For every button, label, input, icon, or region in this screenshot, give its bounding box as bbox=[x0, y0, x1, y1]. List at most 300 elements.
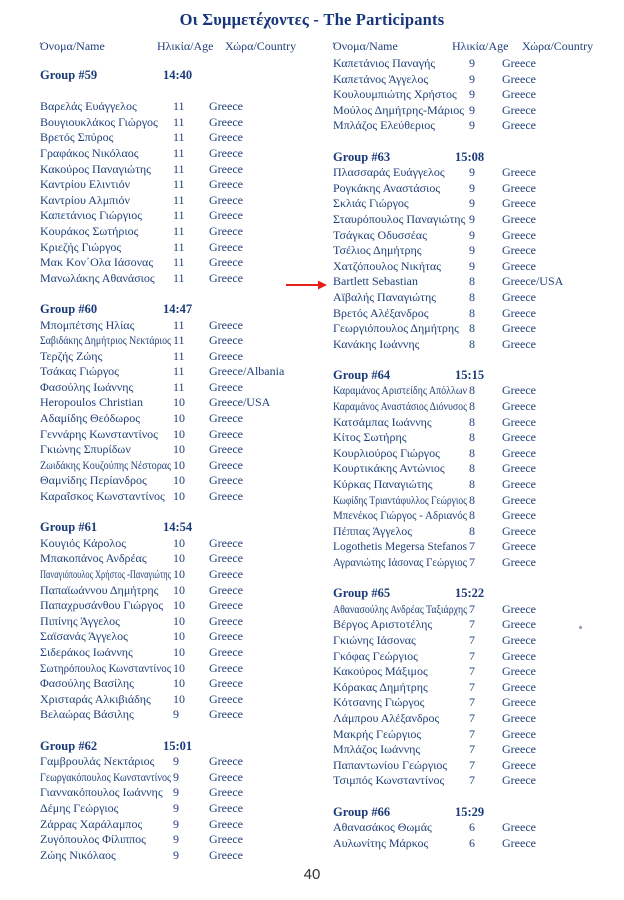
participant-name-text: Καπετάνος Άγγελος bbox=[333, 71, 429, 86]
participant-name bbox=[333, 461, 445, 477]
participant-country: Greece bbox=[209, 442, 243, 457]
participant-name-text: Βρετός Σπύρος bbox=[40, 130, 114, 145]
participant-age: 9 bbox=[469, 56, 475, 70]
group-spacer bbox=[333, 352, 613, 368]
participant-age: 8 bbox=[469, 383, 475, 398]
participant-name bbox=[333, 633, 416, 649]
participant-name-text: Κριεζής Γιώργος bbox=[40, 239, 122, 254]
participant-age: 9 bbox=[469, 118, 475, 133]
participant-name-text: Γραφάκος Νικόλαος bbox=[40, 145, 139, 160]
group-heading bbox=[40, 739, 330, 755]
participant-row bbox=[40, 240, 330, 256]
participant-name-text: Βέργος Αριστοτέλης bbox=[333, 617, 433, 632]
participant-row bbox=[333, 711, 613, 727]
participant-age: 7 bbox=[469, 726, 475, 741]
participant-age: 11 bbox=[173, 145, 185, 160]
participant-country: Greece bbox=[209, 800, 243, 815]
participant-country: Greece bbox=[502, 383, 536, 398]
participant-age: 9 bbox=[469, 227, 475, 242]
participant-country: Greece bbox=[209, 644, 243, 659]
participant-age: 10 bbox=[173, 411, 185, 426]
participant-name-text: Σιδεράκος Ιωάννης bbox=[40, 644, 133, 659]
participant-row bbox=[333, 555, 613, 571]
participant-country: Greece bbox=[209, 411, 243, 426]
participant-age: 7 bbox=[469, 742, 475, 757]
participant-age: 7 bbox=[469, 757, 475, 772]
participant-row bbox=[333, 415, 613, 431]
participant-name-text: Καπετάνιος Παναγής bbox=[333, 56, 436, 70]
participant-age: 7 bbox=[469, 773, 475, 788]
participant-name-text: Φασούλης Βασίλης bbox=[40, 676, 134, 691]
participant-age: 9 bbox=[469, 258, 475, 273]
group-time: 15:22 bbox=[455, 586, 485, 601]
participant-row bbox=[333, 680, 613, 696]
participant-country: Greece bbox=[502, 461, 536, 476]
participant-age: 11 bbox=[173, 379, 185, 394]
participant-name bbox=[40, 364, 119, 380]
participant-age: 7 bbox=[469, 617, 475, 632]
participant-age: 6 bbox=[469, 820, 475, 835]
participant-name bbox=[40, 614, 120, 630]
participant-row bbox=[40, 832, 330, 848]
participant-name bbox=[40, 645, 133, 661]
participant-name bbox=[40, 489, 165, 505]
participant-name-text: Κίτος Σωτήρης bbox=[333, 430, 407, 445]
participant-age: 7 bbox=[469, 539, 475, 554]
participant-name-text: Γκιώνης Ιάσονας bbox=[333, 632, 416, 647]
participant-row bbox=[40, 801, 330, 817]
participant-name-text: Γεωργιόπουλος Δημήτρης bbox=[333, 321, 459, 336]
participant-name bbox=[333, 524, 412, 540]
participant-row bbox=[40, 162, 330, 178]
participant-age: 8 bbox=[469, 321, 475, 336]
participant-name-text: Σαϊσανάς Άγγελος bbox=[40, 629, 128, 644]
participant-name bbox=[333, 165, 445, 181]
participant-age: 10 bbox=[173, 395, 185, 410]
participant-country: Greece bbox=[502, 679, 536, 694]
participant-country: Greece bbox=[209, 379, 243, 394]
participant-country: Greece bbox=[502, 430, 536, 445]
participant-name-text: Πιπίνης Άγγελος bbox=[40, 613, 120, 628]
participant-country: Greece bbox=[502, 118, 536, 133]
participant-name bbox=[40, 536, 126, 552]
scan-speck bbox=[579, 626, 582, 629]
participant-name-text: Χατζόπουλος Νικήτας bbox=[333, 258, 441, 273]
participant-name bbox=[40, 130, 113, 146]
participant-row bbox=[40, 427, 330, 443]
group-time: 14:40 bbox=[163, 68, 193, 82]
participant-country: Greece bbox=[209, 333, 243, 348]
participant-name-text: Αθανασούλης Ανδρέας Ταξιάρχης bbox=[333, 601, 467, 616]
participant-country: Greece bbox=[209, 161, 243, 176]
participant-name-text: Γιαννακόπουλος Ιωάννης bbox=[40, 785, 163, 800]
participant-name bbox=[333, 321, 459, 337]
participant-name-text: Κουγιός Κάρολος bbox=[40, 535, 126, 550]
participant-age: 7 bbox=[469, 555, 475, 569]
participant-country: Greece bbox=[502, 445, 536, 460]
group-label: Group #60 bbox=[40, 301, 98, 316]
participant-name bbox=[40, 801, 118, 817]
participant-age: 10 bbox=[173, 489, 185, 504]
group-heading bbox=[40, 520, 330, 536]
participant-row bbox=[40, 567, 330, 583]
participant-name-text: Αθανασάκος Θωμάς bbox=[333, 820, 432, 835]
participant-row bbox=[333, 87, 613, 103]
participant-row bbox=[40, 442, 330, 458]
group-label: Group #61 bbox=[40, 520, 98, 535]
participant-age: 10 bbox=[173, 644, 185, 659]
participant-name-text: Αϊβαλής Παναγιώτης bbox=[333, 289, 436, 304]
participant-age: 9 bbox=[173, 832, 179, 847]
participant-name bbox=[333, 72, 428, 88]
participant-name-text: Παπαχρυσάνθου Γιώργος bbox=[40, 598, 164, 613]
participant-country: Greece bbox=[502, 664, 536, 679]
participant-name-text: Ζυγόπουλος Φίλιππος bbox=[40, 832, 146, 847]
participant-row bbox=[333, 508, 613, 524]
participant-name-text: Καραμάνος Αριστείδης Απόλλων bbox=[333, 383, 468, 398]
participant-name-text: Καπετάνιος Γιώργιος bbox=[40, 208, 143, 223]
group-spacer bbox=[333, 571, 613, 587]
participant-age: 11 bbox=[173, 161, 185, 176]
participant-name-text: Γαμβρουλάς Νεκτάριος bbox=[40, 754, 155, 769]
participant-age: 9 bbox=[469, 102, 475, 117]
participant-row bbox=[333, 477, 613, 493]
participant-row bbox=[40, 130, 330, 146]
participant-name bbox=[333, 337, 419, 353]
participant-name bbox=[333, 695, 424, 711]
participant-name-text: Καραΐσκος Κωνσταντίνος bbox=[40, 489, 165, 504]
participant-row bbox=[333, 196, 613, 212]
participant-row bbox=[333, 758, 613, 774]
participant-row bbox=[333, 539, 613, 555]
participant-row bbox=[40, 598, 330, 614]
participant-name-text: Τερζής Ζώης bbox=[40, 348, 103, 363]
participant-country: Greece bbox=[209, 348, 243, 363]
participant-name-text: Παναγιόπουλος Χρήστος -Παναγιώτης bbox=[40, 567, 172, 581]
page-number: 40 bbox=[303, 866, 321, 883]
participant-name-text: Μπλάζος Ιωάννης bbox=[333, 742, 421, 757]
participant-name-text: Θαμνίδης Περίανδρος bbox=[40, 473, 147, 488]
participant-age: 8 bbox=[469, 523, 475, 538]
participant-row bbox=[40, 473, 330, 489]
participant-country: Greece bbox=[502, 414, 536, 429]
participant-name-text: Καντρίου Αλμπιόν bbox=[40, 192, 130, 207]
participant-country: Greece bbox=[502, 211, 536, 226]
participant-name bbox=[333, 508, 480, 524]
participant-age: 8 bbox=[469, 336, 475, 351]
participant-country: Greece bbox=[209, 457, 243, 472]
participant-country: Greece bbox=[502, 617, 536, 632]
participant-name bbox=[40, 598, 163, 614]
participant-row bbox=[333, 446, 613, 462]
participant-country: Greece bbox=[209, 582, 243, 597]
participant-name-text: Κουράκος Σωτήριος bbox=[40, 223, 139, 238]
page-title: Οι Συμμετέχοντες - The Participants bbox=[179, 10, 445, 29]
participant-name-text: Ζάρρας Χαράλαμπος bbox=[40, 816, 143, 831]
participant-row bbox=[40, 333, 330, 349]
participant-country: Greece bbox=[209, 239, 243, 254]
participant-row bbox=[40, 785, 330, 801]
participant-name-text: Δέμης Γεώργιος bbox=[40, 800, 119, 815]
participant-name bbox=[40, 832, 146, 848]
participant-age: 8 bbox=[469, 274, 475, 289]
participant-country: Greece bbox=[502, 601, 536, 616]
participant-age: 9 bbox=[469, 211, 475, 226]
participant-name-text: Τσάγκας Οδυσσέας bbox=[333, 227, 427, 242]
participant-name bbox=[333, 118, 435, 134]
participant-age: 9 bbox=[173, 707, 179, 722]
participant-age: 8 bbox=[469, 399, 475, 414]
participant-country: Greece bbox=[502, 632, 536, 647]
participant-row bbox=[40, 754, 330, 770]
participant-country: Greece bbox=[502, 165, 536, 180]
participant-name-text: Κανάκης Ιωάννης bbox=[333, 336, 420, 351]
participant-country: Greece bbox=[209, 613, 243, 628]
participant-name-text: Μανωλάκης Αθανάσιος bbox=[40, 270, 155, 285]
participant-age: 9 bbox=[469, 243, 475, 258]
participant-name-text: Κότσανης Γιώργος bbox=[333, 695, 425, 710]
participant-country: Greece bbox=[209, 847, 243, 862]
participant-age: 10 bbox=[173, 457, 185, 472]
group-blank-line bbox=[40, 84, 330, 100]
participant-name-text: Γκόφας Γεώργιος bbox=[333, 648, 418, 663]
participant-name-text: Μπομπέτσης Ηλίας bbox=[40, 317, 135, 332]
group-heading bbox=[40, 68, 330, 84]
participant-name bbox=[40, 676, 134, 692]
participant-age: 10 bbox=[173, 660, 185, 675]
participant-name bbox=[333, 446, 440, 462]
participant-name-text: Αγρανιώτης Ιάσονας Γεώργιος bbox=[333, 555, 467, 569]
participant-row bbox=[40, 848, 330, 864]
participant-age: 9 bbox=[173, 785, 179, 800]
participant-row bbox=[333, 274, 613, 290]
participant-name-text: Πέππας Άγγελος bbox=[333, 523, 413, 538]
participant-age: 6 bbox=[469, 835, 475, 850]
participant-country: Greece bbox=[502, 710, 536, 725]
participant-age: 11 bbox=[173, 317, 185, 332]
participant-name-text: Γεωργακόπουλος Κωνσταντίνος bbox=[40, 769, 172, 784]
participant-age: 9 bbox=[469, 71, 475, 86]
participant-row bbox=[40, 255, 330, 271]
participant-row bbox=[333, 181, 613, 197]
participant-country: Greece bbox=[209, 489, 243, 504]
participant-name bbox=[40, 318, 134, 334]
participant-name bbox=[333, 555, 481, 571]
group-spacer bbox=[333, 134, 613, 150]
group-time: 15:29 bbox=[455, 804, 485, 819]
participant-row bbox=[333, 321, 613, 337]
participant-country: Greece bbox=[502, 742, 536, 757]
group-label: Group #65 bbox=[333, 586, 391, 601]
participant-name bbox=[40, 349, 102, 365]
header-age: Ηλικία/Age bbox=[452, 39, 509, 53]
participant-name-text: Μπακοπάνος Ανδρέας bbox=[40, 551, 147, 566]
participant-row bbox=[333, 56, 613, 72]
participant-name-text: Σαβιδάκης Δημήτριος Νεκτάριος bbox=[40, 333, 171, 348]
participant-country: Greece bbox=[209, 317, 243, 332]
participant-country: Greece bbox=[209, 114, 243, 129]
participant-name bbox=[333, 243, 422, 259]
participant-name bbox=[40, 380, 133, 396]
participant-name-text: Αυλωνίτης Μάρκος bbox=[333, 835, 429, 850]
participant-name bbox=[333, 836, 428, 852]
participant-row bbox=[40, 614, 330, 630]
participant-name bbox=[333, 711, 439, 727]
participant-age: 9 bbox=[469, 87, 475, 102]
group-heading bbox=[333, 150, 613, 166]
participant-row bbox=[333, 617, 613, 633]
participant-country: Greece bbox=[209, 130, 243, 145]
participant-row bbox=[333, 228, 613, 244]
participant-age: 10 bbox=[173, 426, 185, 441]
participant-country: Greece bbox=[209, 99, 243, 114]
participant-name bbox=[40, 99, 137, 115]
group-label: Group #66 bbox=[333, 804, 391, 819]
participant-name-text: Βρετός Αλέξανδρος bbox=[333, 305, 429, 320]
participant-name-text: Κουλουμπιώτης Χρήστος bbox=[333, 87, 457, 102]
participant-name-text: Μούλος Δημήτρης-Μάριος bbox=[333, 102, 464, 117]
participant-age: 9 bbox=[173, 847, 179, 862]
participant-row bbox=[40, 645, 330, 661]
participant-age: 10 bbox=[173, 582, 185, 597]
participant-country: Greece bbox=[502, 196, 536, 211]
participant-country: Greece bbox=[209, 676, 243, 691]
participant-row bbox=[40, 629, 330, 645]
participant-row bbox=[333, 337, 613, 353]
group-time: 15:01 bbox=[163, 738, 193, 753]
participant-name bbox=[333, 196, 409, 212]
participant-name-text: Κόρακας Δημήτρης bbox=[333, 679, 428, 694]
participant-name-text: Φασούλης Ιωάννης bbox=[40, 379, 134, 394]
participant-name-text: Logothetis Megersa Stefanos bbox=[333, 539, 467, 554]
participant-row bbox=[40, 770, 330, 786]
participant-age: 10 bbox=[173, 629, 185, 644]
participant-row bbox=[333, 664, 613, 680]
participant-name-text: Βελαώρας Βάσιλης bbox=[40, 707, 134, 722]
participant-country: Greece bbox=[502, 336, 536, 351]
participant-name bbox=[333, 727, 421, 743]
participant-age: 10 bbox=[173, 473, 185, 488]
participant-name bbox=[333, 649, 418, 665]
participant-age: 10 bbox=[173, 613, 185, 628]
participant-country: Greece bbox=[502, 87, 536, 102]
participant-country: Greece bbox=[502, 227, 536, 242]
participant-country: Greece bbox=[209, 567, 243, 581]
participant-row bbox=[40, 115, 330, 131]
participant-age: 11 bbox=[173, 348, 185, 363]
participant-name bbox=[333, 820, 432, 836]
participant-age: 11 bbox=[173, 270, 185, 285]
participant-country: Greece bbox=[209, 535, 243, 550]
participant-row bbox=[40, 458, 330, 474]
participant-country: Greece bbox=[502, 180, 536, 195]
participant-row bbox=[333, 103, 613, 119]
participant-row bbox=[333, 633, 613, 649]
participant-name-text: Παπαϊωάννου Δημήτρης bbox=[40, 582, 159, 597]
participant-name bbox=[333, 259, 441, 275]
participant-name-text: Παπαντωνίου Γεώργιος bbox=[333, 757, 448, 772]
participant-name bbox=[40, 785, 163, 801]
participant-row bbox=[40, 551, 330, 567]
participant-name-text: Σταυρόπουλος Παναγιώτης bbox=[333, 211, 466, 226]
participant-name-text: Κουρτικάκης Αντώνιος bbox=[333, 461, 445, 476]
participant-name bbox=[333, 103, 464, 119]
participant-name-text: Γκιώνης Σπυρίδων bbox=[40, 442, 131, 457]
participant-country: Greece bbox=[209, 816, 243, 831]
participant-row bbox=[40, 411, 330, 427]
participant-country: Greece bbox=[502, 726, 536, 741]
participant-country: Greece bbox=[209, 426, 243, 441]
participant-name bbox=[333, 181, 440, 197]
participant-row bbox=[40, 489, 330, 505]
participant-age: 8 bbox=[469, 289, 475, 304]
participant-row bbox=[40, 707, 330, 723]
participant-country: Greece bbox=[502, 56, 536, 70]
participant-name bbox=[333, 430, 406, 446]
header-name: Όνομα/Name bbox=[40, 39, 105, 53]
participant-row bbox=[40, 99, 330, 115]
participant-name bbox=[40, 177, 130, 193]
participant-country: Greece bbox=[502, 305, 536, 320]
participant-country: Greece bbox=[502, 539, 536, 554]
participant-row bbox=[40, 193, 330, 209]
participant-name-text: Κύρκας Παναγιώτης bbox=[333, 477, 433, 492]
participant-name-text: Κατσάμπας Ιωάννης bbox=[333, 414, 432, 429]
participant-age: 7 bbox=[469, 632, 475, 647]
participant-country: Greece bbox=[502, 555, 536, 569]
participant-age: 9 bbox=[173, 816, 179, 831]
participant-country: Greece bbox=[209, 691, 243, 706]
header-country: Χώρα/Country bbox=[225, 39, 297, 53]
group-time: 15:08 bbox=[455, 149, 485, 164]
participant-name-text: Σωτηρόπουλος Κωνσταντίνος bbox=[40, 660, 172, 675]
participant-country: Greece bbox=[209, 660, 243, 675]
participant-name bbox=[333, 87, 457, 103]
participant-name bbox=[333, 773, 444, 789]
participant-name-text: Κωφίδης Τριαντάφυλλος Γεώργιος bbox=[333, 492, 467, 507]
participant-name-text: Βουγιουκλάκος Γιώργος bbox=[40, 114, 158, 129]
participant-row bbox=[40, 692, 330, 708]
group-label: Group #59 bbox=[40, 68, 98, 82]
participant-name bbox=[333, 415, 432, 431]
participant-name bbox=[40, 427, 158, 443]
participant-country: Greece bbox=[502, 773, 536, 788]
participant-age: 7 bbox=[469, 710, 475, 725]
participant-country: Greece bbox=[209, 551, 243, 566]
participant-country: Greece bbox=[209, 598, 243, 613]
participant-name-text: Κακούρος Παναγιώτης bbox=[40, 161, 151, 176]
participant-row bbox=[333, 602, 613, 618]
participant-name-text: Τσάκας Γιώργος bbox=[40, 364, 119, 379]
participant-country: Greece bbox=[209, 707, 243, 722]
participant-name bbox=[40, 707, 134, 723]
participant-name bbox=[40, 271, 155, 287]
participant-name bbox=[333, 493, 502, 509]
participant-row bbox=[40, 817, 330, 833]
participant-name bbox=[333, 306, 428, 322]
group-heading bbox=[40, 302, 330, 318]
column-header-row bbox=[333, 37, 613, 56]
participant-name-text: Τσέλιος Δημήτρης bbox=[333, 243, 422, 258]
participant-name bbox=[40, 442, 131, 458]
participant-name-text: Μακ Κον΄Ολα Ιάσονας bbox=[40, 255, 154, 270]
participant-name bbox=[40, 551, 147, 567]
participant-row bbox=[333, 836, 613, 852]
participant-age: 8 bbox=[469, 461, 475, 476]
participant-age: 8 bbox=[469, 477, 475, 492]
participant-row bbox=[333, 399, 613, 415]
participant-name-text: Bartlett Sebastian bbox=[333, 274, 418, 289]
